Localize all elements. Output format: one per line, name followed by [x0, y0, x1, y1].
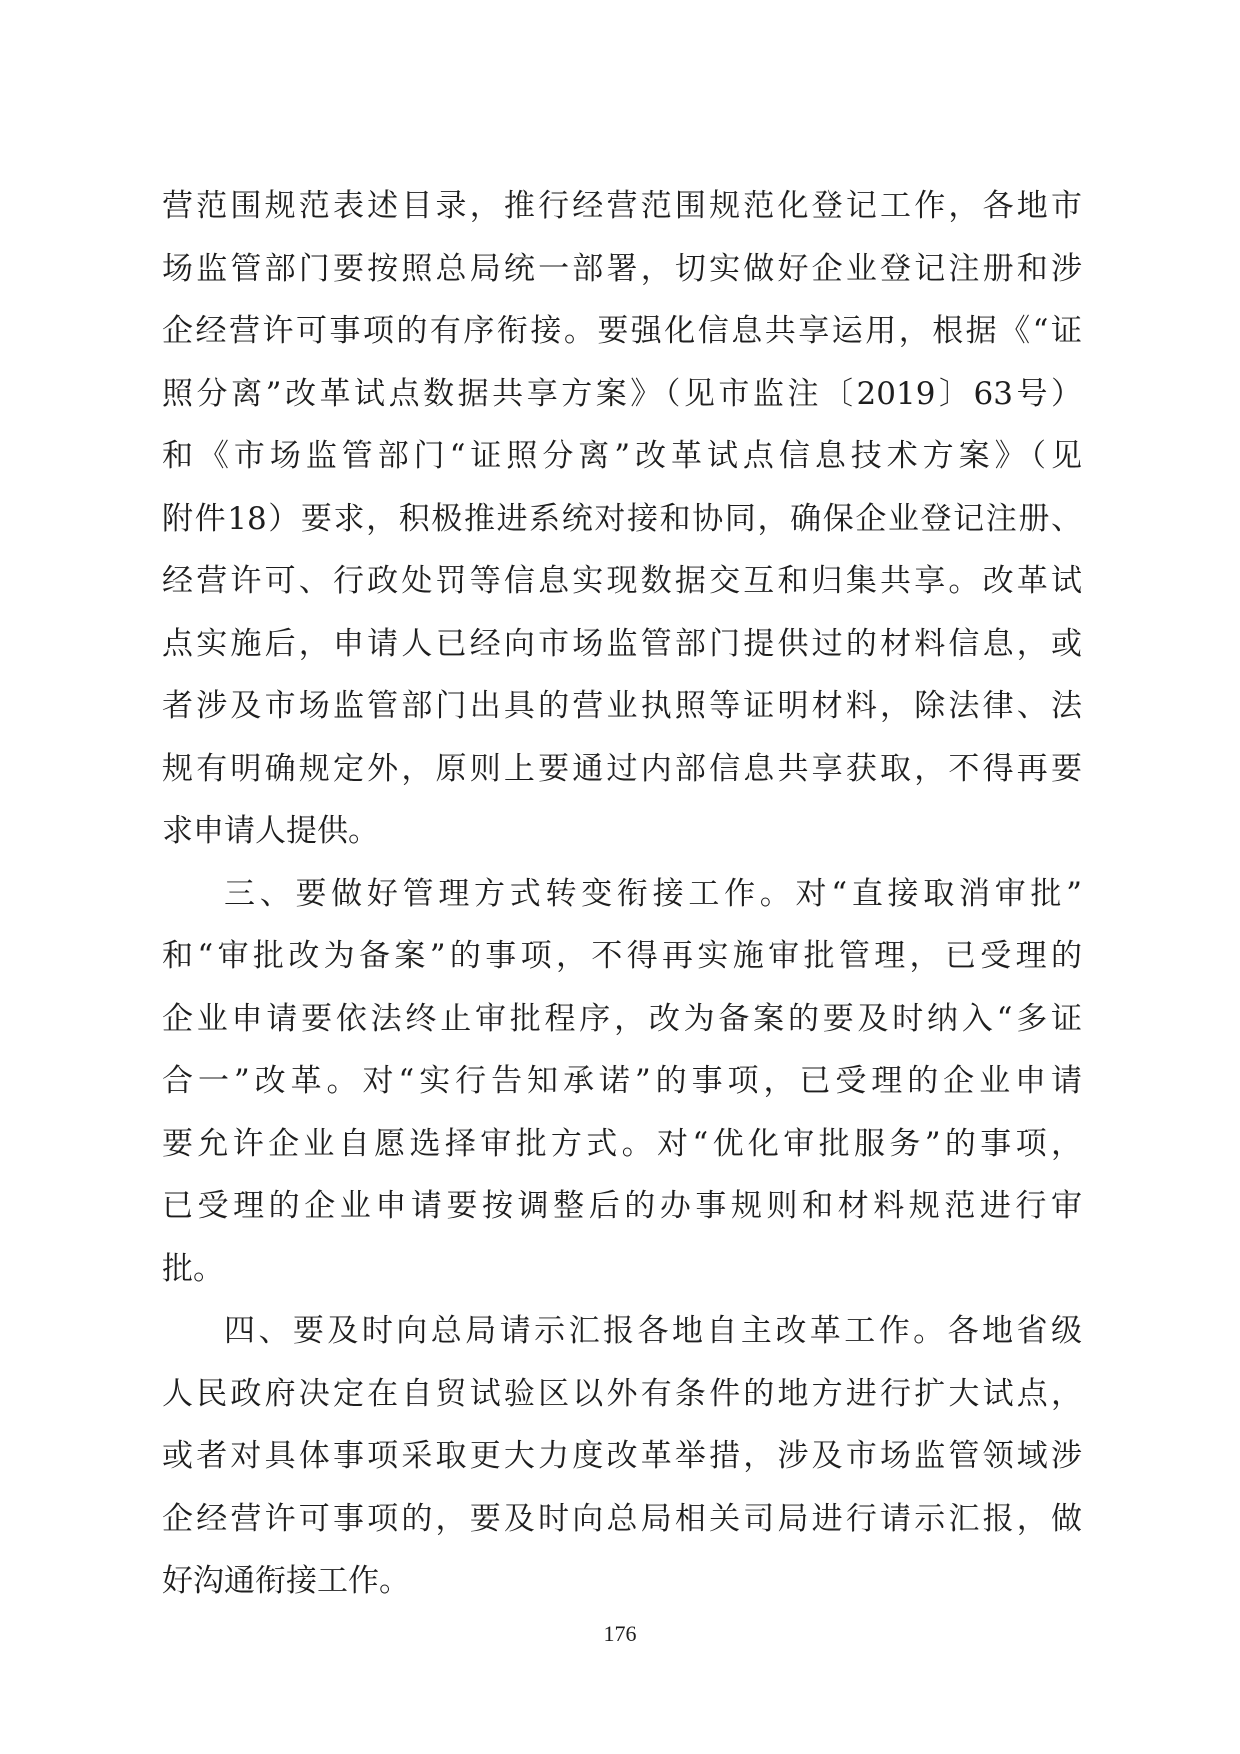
page-number: 176: [603, 1621, 637, 1646]
text-line: 营范围规范表述目录，推行经营范围规范化登记工作，各地市: [162, 188, 1082, 224]
section-heading-line: 四、要及时向总局请示汇报各地自主改革工作。各地省级: [224, 1313, 1082, 1349]
text-line: 好沟通衔接工作。: [162, 1563, 410, 1599]
text-line: 企经营许可事项的有序衔接。要强化信息共享运用，根据《“证: [162, 313, 1082, 349]
text-line: 要允许企业自愿选择审批方式。对“优化审批服务”的事项，: [162, 1125, 1082, 1162]
section-heading-line: 三、要做好管理方式转变衔接工作。对“直接取消审批”: [224, 875, 1082, 912]
text-line: 和“审批改为备案”的事项，不得再实施审批管理，已受理的: [162, 938, 1082, 974]
text-line: 求申请人提供。: [162, 813, 379, 849]
text-line: 附件18）要求，积极推进系统对接和协同，确保企业登记注册、: [162, 500, 1082, 537]
text-line: 规有明确规定外，原则上要通过内部信息共享获取，不得再要: [162, 750, 1082, 787]
text-line: 场监管部门要按照总局统一部署，切实做好企业登记注册和涉: [162, 250, 1082, 287]
text-line: 点实施后，申请人已经向市场监管部门提供过的材料信息，或: [162, 625, 1082, 662]
text-line: 者涉及市场监管部门出具的营业执照等证明材料，除法律、法: [162, 688, 1082, 724]
text-line: 批。: [162, 1250, 224, 1287]
text-line: 企业申请要依法终止审批程序，改为备案的要及时纳入“多证: [162, 1000, 1082, 1037]
text-line: 人民政府决定在自贸试验区以外有条件的地方进行扩大试点，: [162, 1375, 1082, 1412]
text-line: 或者对具体事项采取更大力度改革举措，涉及市场监管领域涉: [162, 1438, 1082, 1474]
text-line: 已受理的企业申请要按调整后的办事规则和材料规范进行审: [162, 1188, 1082, 1224]
text-line: 经营许可、行政处罚等信息实现数据交互和归集共享。改革试: [162, 563, 1082, 599]
text-line: 企经营许可事项的，要及时向总局相关司局进行请示汇报，做: [162, 1500, 1082, 1537]
body-text: [162, 175, 1082, 1613]
text-line: 合一”改革。对“实行告知承诺”的事项，已受理的企业申请: [162, 1063, 1082, 1099]
text-line: 照分离”改革试点数据共享方案》（见市监注〔2019〕63号）: [162, 375, 1082, 412]
text-line: 和《市场监管部门“证照分离”改革试点信息技术方案》（见: [162, 438, 1082, 474]
